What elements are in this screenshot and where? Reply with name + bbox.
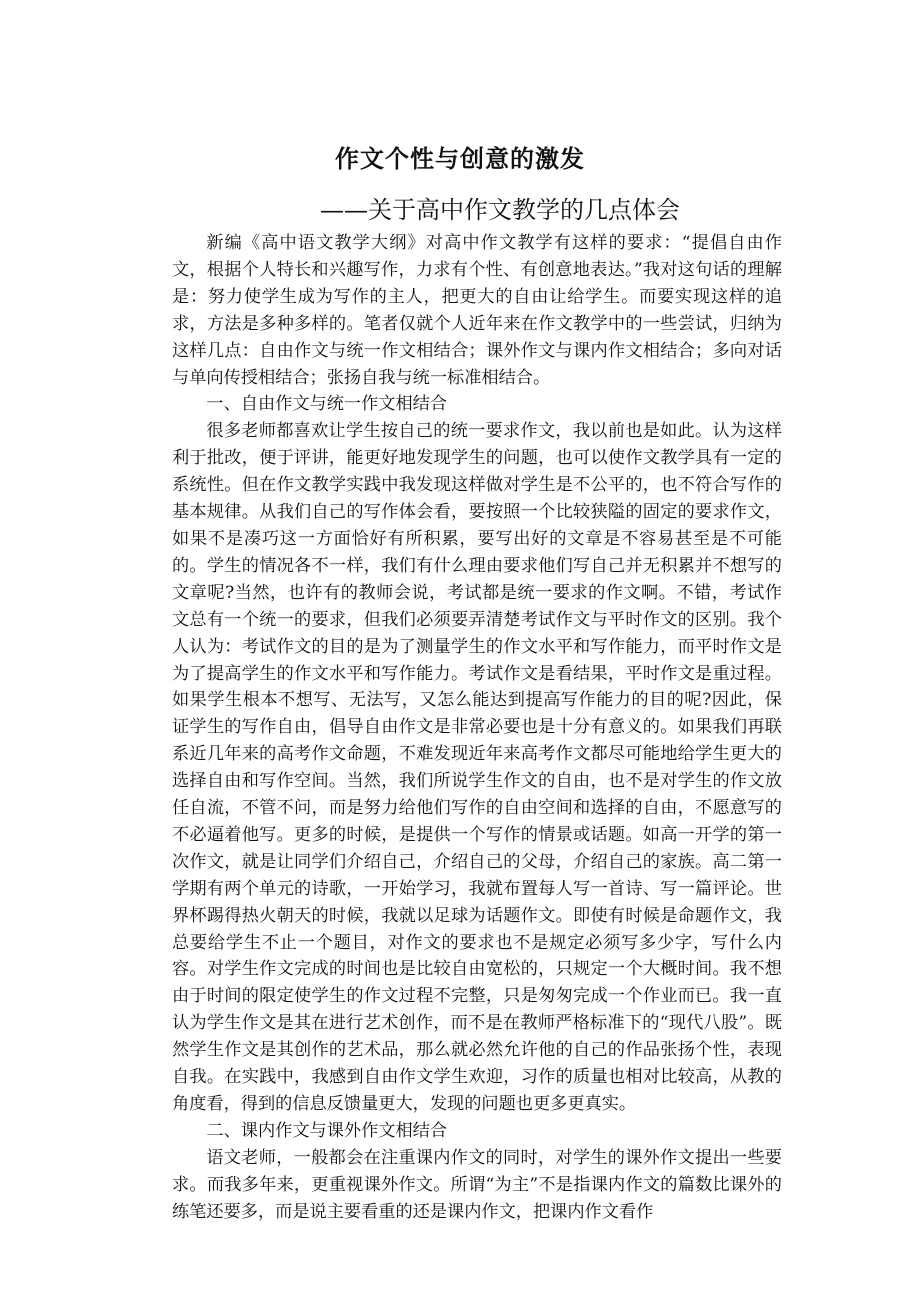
paragraph-intro: 新编《高中语文教学大纲》对高中作文教学有这样的要求：“提倡自由作文，根据个人特长和兴趣写作，力求有个性、有创意地表达。”我对这句话的理解是：努力使学生成为写作的主人，把更大的自由让给学生。而要实现这样的追求，方法是多种多样的。笔者仅就个人近年来在作文教学中的一些尝试，归纳为这样几点：自由作文与统一作文相结合；课外作文与课内作文相结合；多向对话与单向传授相结合；张扬自我与统一标准相结合。 <box>172 233 782 388</box>
document-subtitle <box>0 194 920 226</box>
paragraph-section-2: 语文老师，一般都会在注重课内作文的同时，对学生的课外作文提出一些要求。而我多年来，更重视课外作文。所谓“为主”不是指课内作文的篇数比课外的练笔还要多，而是说主要看重的还是课内作文，把课内作文看作 <box>172 1147 782 1222</box>
document-title-text: 作文个性与创意的激发 <box>335 144 585 173</box>
section-heading-2: 二、课内作文与课外作文相结合 <box>206 1120 448 1141</box>
section-heading-1: 一、自由作文与统一作文相结合 <box>206 394 448 415</box>
document-subtitle-text: ——关于高中作文教学的几点体会 <box>320 196 680 224</box>
document-body <box>172 230 782 1226</box>
document-title <box>0 143 920 175</box>
paragraph-section-1: 很多老师都喜欢让学生按自己的统一要求作文，我以前也是如此。认为这样利于批改，便于评讲，能更好地发现学生的问题，也可以使作文教学具有一定的系统性。但在作文教学实践中我发现这样做对学生是不公平的，也不符合写作的基本规律。从我们自己的写作体会看，要按照一个比较狭隘的固定的要求作文，如果不是凑巧这一方面恰好有所积累，要写出好的文章是不容易甚至是不可能的。学生的情况各不一样，我们有什么理由要求他们写自己并无积累并不想写的文章呢?当然，也许有的教师会说，考试都是统一要求的作文啊。不错，考试作文总有一个统一的要求，但我们必须要弄清楚考试作文与平时作文的区别。我个人认为：考试作文的目的是为了测量学生的作文水平和写作能力，而平时作文是为了提高学生的作文水平和写作能力。考试作文是看结果，平时作文是重过程。如果学生根本不想写、无法写，又怎么能达到提高写作能力的目的呢?因此，保证学生的写作自由，倡导自由作文是非常必要也是十分有意义的。如果我们再联系近几年来的高考作文命题，不难发现近年来高考作文都尽可能地给学生更大的选择自由和写作空间。当然，我们所说学生作文的自由，也不是对学生的作文放任自流，不管不问，而是努力给他们写作的自由空间和选择的自由，不愿意写的不必逼着他写。更多的时候，是提供一个写作的情景或话题。如高一开学的第一次作文，就是让同学们介绍自己，介绍自己的父母，介绍自己的家族。高二第一学期有两个单元的诗歌，一开始学习，我就布置每人写一首诗、写一篇评论。世界杯踢得热火朝天的时候，我就以足球为话题作文。即使有时候是命题作文，我总要给学生不止一个题目，对作文的要求也不是规定必须写多少字，写什么内容。对学生作文完成的时间也是比较自由宽松的，只规定一个大概时间。我不想由于时间的限定使学生的作文过程不完整，只是匆匆完成一个作业而已。我一直认为学生作文是其在进行艺术创作，而不是在教师严格标准下的“现代八股”。既然学生作文是其创作的艺术品，那么就必然允许他的自己的作品张扬个性，表现自我。在实践中，我感到自由作文学生欢迎，习作的质量也相对比较高，从教的角度看，得到的信息反馈量更大，发现的问题也更多更真实。 <box>172 421 782 1114</box>
